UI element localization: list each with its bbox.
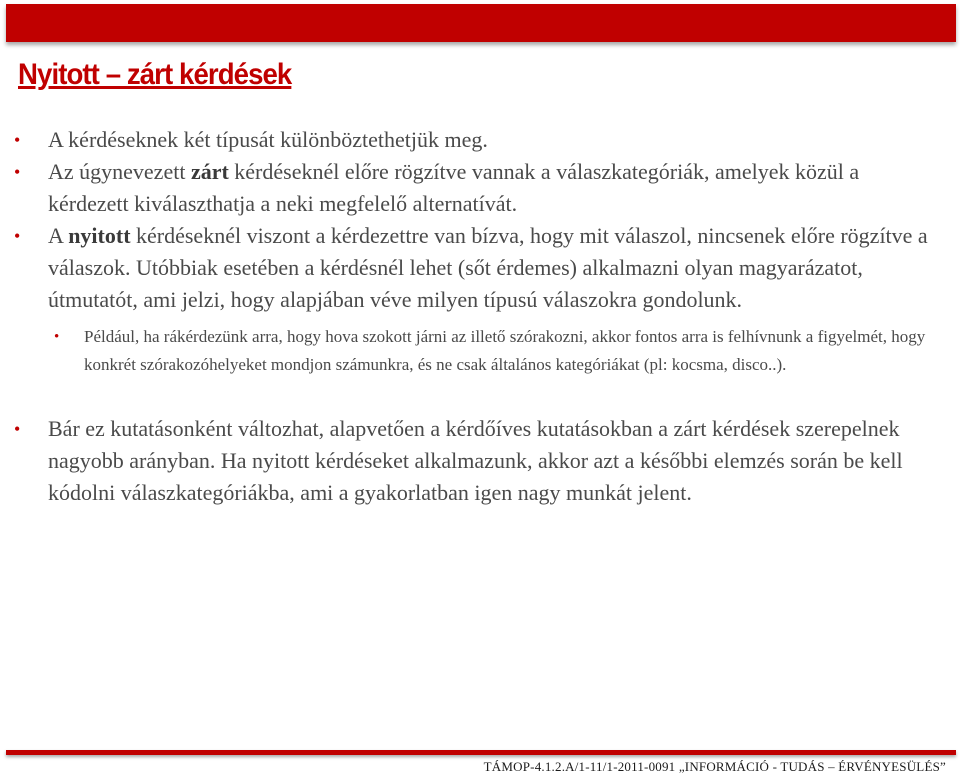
bullet-dot-icon: • xyxy=(54,329,60,345)
bullet-list xyxy=(14,124,940,509)
header-bar xyxy=(6,4,956,42)
bullet-bold-term: nyitott xyxy=(68,223,131,248)
footer-bar xyxy=(6,750,956,755)
bullet-item xyxy=(14,156,940,220)
bullet-bold-term: zárt xyxy=(190,159,229,184)
sub-bullet-item xyxy=(54,323,940,379)
footer-text: TÁMOP-4.1.2.A/1-11/1-2011-0091 „INFORMÁCIÓ - TUDÁS – ÉRVÉNYESÜLÉS” xyxy=(483,759,946,774)
bullet-dot-icon: • xyxy=(14,419,21,439)
bullet-text: A kérdéseknek két típusát különböztethetjük meg. xyxy=(48,127,488,152)
bullet-dot-icon: • xyxy=(14,226,21,246)
bullet-dot-icon: • xyxy=(14,162,21,182)
bullet-item xyxy=(14,124,940,156)
bullet-item xyxy=(14,220,940,316)
bullet-text-post: kérdéseknél előre rögzítve vannak a válaszkategóriák, amelyek közül a kérdezett kiválaszthatja a neki megfelelő alternatívát. xyxy=(48,159,860,216)
slide-title: Nyitott – zárt kérdések xyxy=(18,58,292,91)
spacer xyxy=(48,379,940,413)
bullet-item xyxy=(14,413,940,509)
bullet-text-pre: Az úgynevezett xyxy=(48,159,191,184)
bullet-text-pre: A xyxy=(48,223,69,248)
bullet-dot-icon: • xyxy=(14,130,21,150)
bullet-text: Bár ez kutatásonként változhat, alapvetően a kérdőíves kutatásokban a zárt kérdések szerepelnek nagyobb arányban. Ha nyitott kérdéseket alkalmazunk, akkor azt a későbbi elemzés során be kell kódolni válaszkategóriákba, ami a gyakorlatban igen nagy munkát jelent. xyxy=(48,416,903,505)
sub-bullet-text: Például, ha rákérdezünk arra, hogy hova szokott járni az illető szórakozni, akkor fontos arra is felhívnunk a figyelmét, hogy konkrét szórakozóhelyeket mondjon számunkra, és ne csak általános kategóriákat (pl: kocsma, disco..). xyxy=(84,327,926,374)
bullet-text-post: kérdéseknél viszont a kérdezettre van bízva, hogy mit válaszol, nincsenek előre rögzítve a válaszok. Utóbbiak esetében a kérdésnél lehet (sőt érdemes) alkalmazni olyan magyarázatot, útmutatót, ami jelzi, hogy alapjában véve milyen típusú válaszokra gondolunk. xyxy=(48,223,928,312)
